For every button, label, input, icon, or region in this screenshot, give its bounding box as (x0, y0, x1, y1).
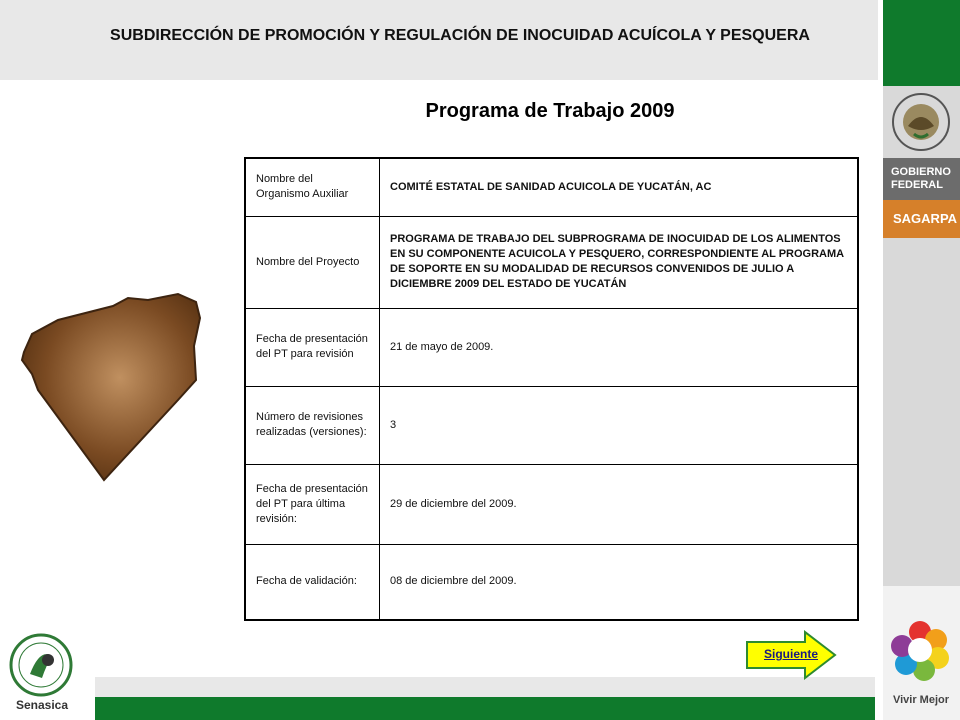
gobierno-federal-logo (883, 158, 960, 200)
row-value: 29 de diciembre del 2009. (380, 464, 859, 544)
row-label: Fecha de validación: (245, 544, 380, 620)
panel-green-block (880, 0, 960, 86)
panel-divider (880, 0, 883, 720)
bottom-bar-grey (95, 677, 875, 697)
row-value: COMITÉ ESTATAL DE SANIDAD ACUICOLA DE YUCATÁN, AC (380, 158, 859, 216)
row-label: Nombre del Proyecto (245, 216, 380, 308)
row-label: Número de revisiones realizadas (versiones): (245, 386, 380, 464)
yucatan-map-shape (18, 290, 208, 490)
vivir-mejor-text: Vivir Mejor (892, 694, 950, 706)
row-value: 21 de mayo de 2009. (380, 308, 859, 386)
table-row (245, 308, 858, 386)
gobierno-line1: GOBIERNO (891, 166, 951, 178)
table-row (245, 386, 858, 464)
table-row (245, 464, 858, 544)
gobierno-line2: FEDERAL (891, 179, 943, 191)
header-title: SUBDIRECCIÓN DE PROMOCIÓN Y REGULACIÓN DE INOCUIDAD ACUÍCOLA Y PESQUERA (110, 27, 810, 44)
row-value: 08 de diciembre del 2009. (380, 544, 859, 620)
row-value: 3 (380, 386, 859, 464)
right-panel (880, 0, 960, 720)
row-label: Nombre del Organismo Auxiliar (245, 158, 380, 216)
row-value: PROGRAMA DE TRABAJO DEL SUBPROGRAMA DE INOCUIDAD DE LOS ALIMENTOS EN SU COMPONENTE ACUICOLA Y PESQUERO, CORRESPONDIENTE AL PROGRAMA DE SOPORTE EN SU MODALIDAD DE RECURSOS CONVENIDOS DE JULIO A DICIEMBRE 2009 DEL ESTADO DE YUCATÁN (380, 216, 859, 308)
vivir-mejor-flower-icon (888, 618, 952, 682)
senasica-text: Senasica (15, 698, 69, 712)
table-row (245, 158, 858, 216)
table-row (245, 544, 858, 620)
table-row (245, 216, 858, 308)
program-info-table (244, 157, 859, 621)
row-label: Fecha de presentación del PT para última revisión: (245, 464, 380, 544)
senasica-logo-icon (6, 630, 76, 700)
row-label: Fecha de presentación del PT para revisión (245, 308, 380, 386)
bottom-bar-green (95, 697, 875, 720)
page-title: Programa de Trabajo 2009 (425, 100, 675, 122)
mexico-seal-icon (886, 90, 956, 154)
sagarpa-logo: SAGARPA (883, 200, 960, 238)
next-link[interactable]: Siguiente (763, 647, 818, 661)
